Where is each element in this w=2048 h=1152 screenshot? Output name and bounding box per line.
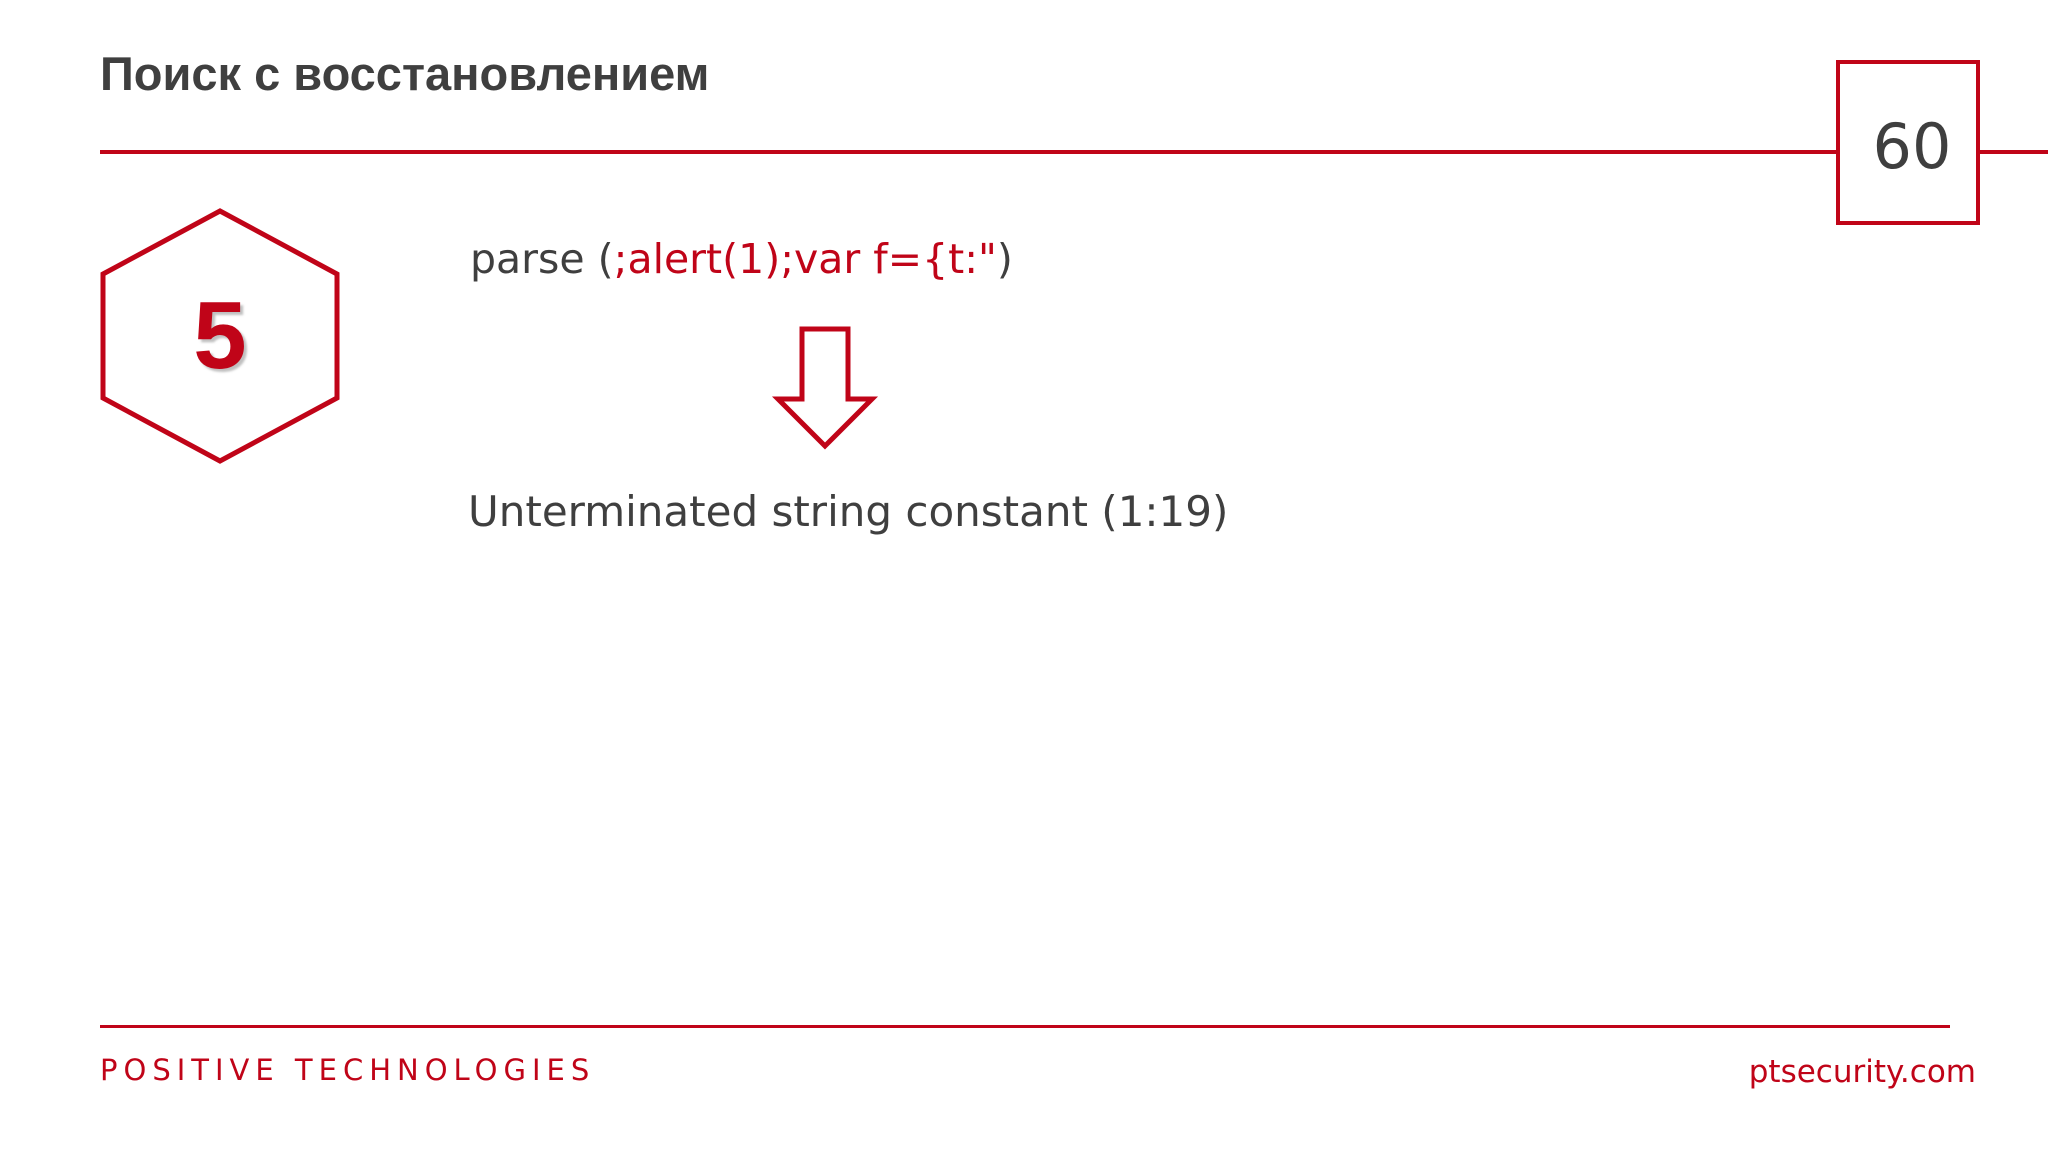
code-suffix: ) xyxy=(996,235,1013,283)
page-title: Поиск с восстановлением xyxy=(100,47,710,100)
code-highlight: ;alert(1);var f={t:" xyxy=(613,235,997,283)
footer-divider xyxy=(100,1025,1950,1028)
website-url: ptsecurity.com xyxy=(1748,1054,1976,1090)
slide-number-box xyxy=(1836,60,1980,225)
error-message: Unterminated string constant (1:19) xyxy=(468,487,1229,536)
code-sample xyxy=(470,235,1013,283)
down-arrow-icon xyxy=(770,325,880,450)
code-prefix: parse ( xyxy=(470,235,614,283)
company-logo-text: POSITIVE TECHNOLOGIES xyxy=(100,1053,596,1087)
header-divider-right xyxy=(1975,150,2048,154)
step-badge xyxy=(95,205,345,467)
header-divider xyxy=(100,150,1840,154)
slide-number: 60 xyxy=(1872,109,1952,183)
step-badge-number: 5 xyxy=(193,282,247,389)
